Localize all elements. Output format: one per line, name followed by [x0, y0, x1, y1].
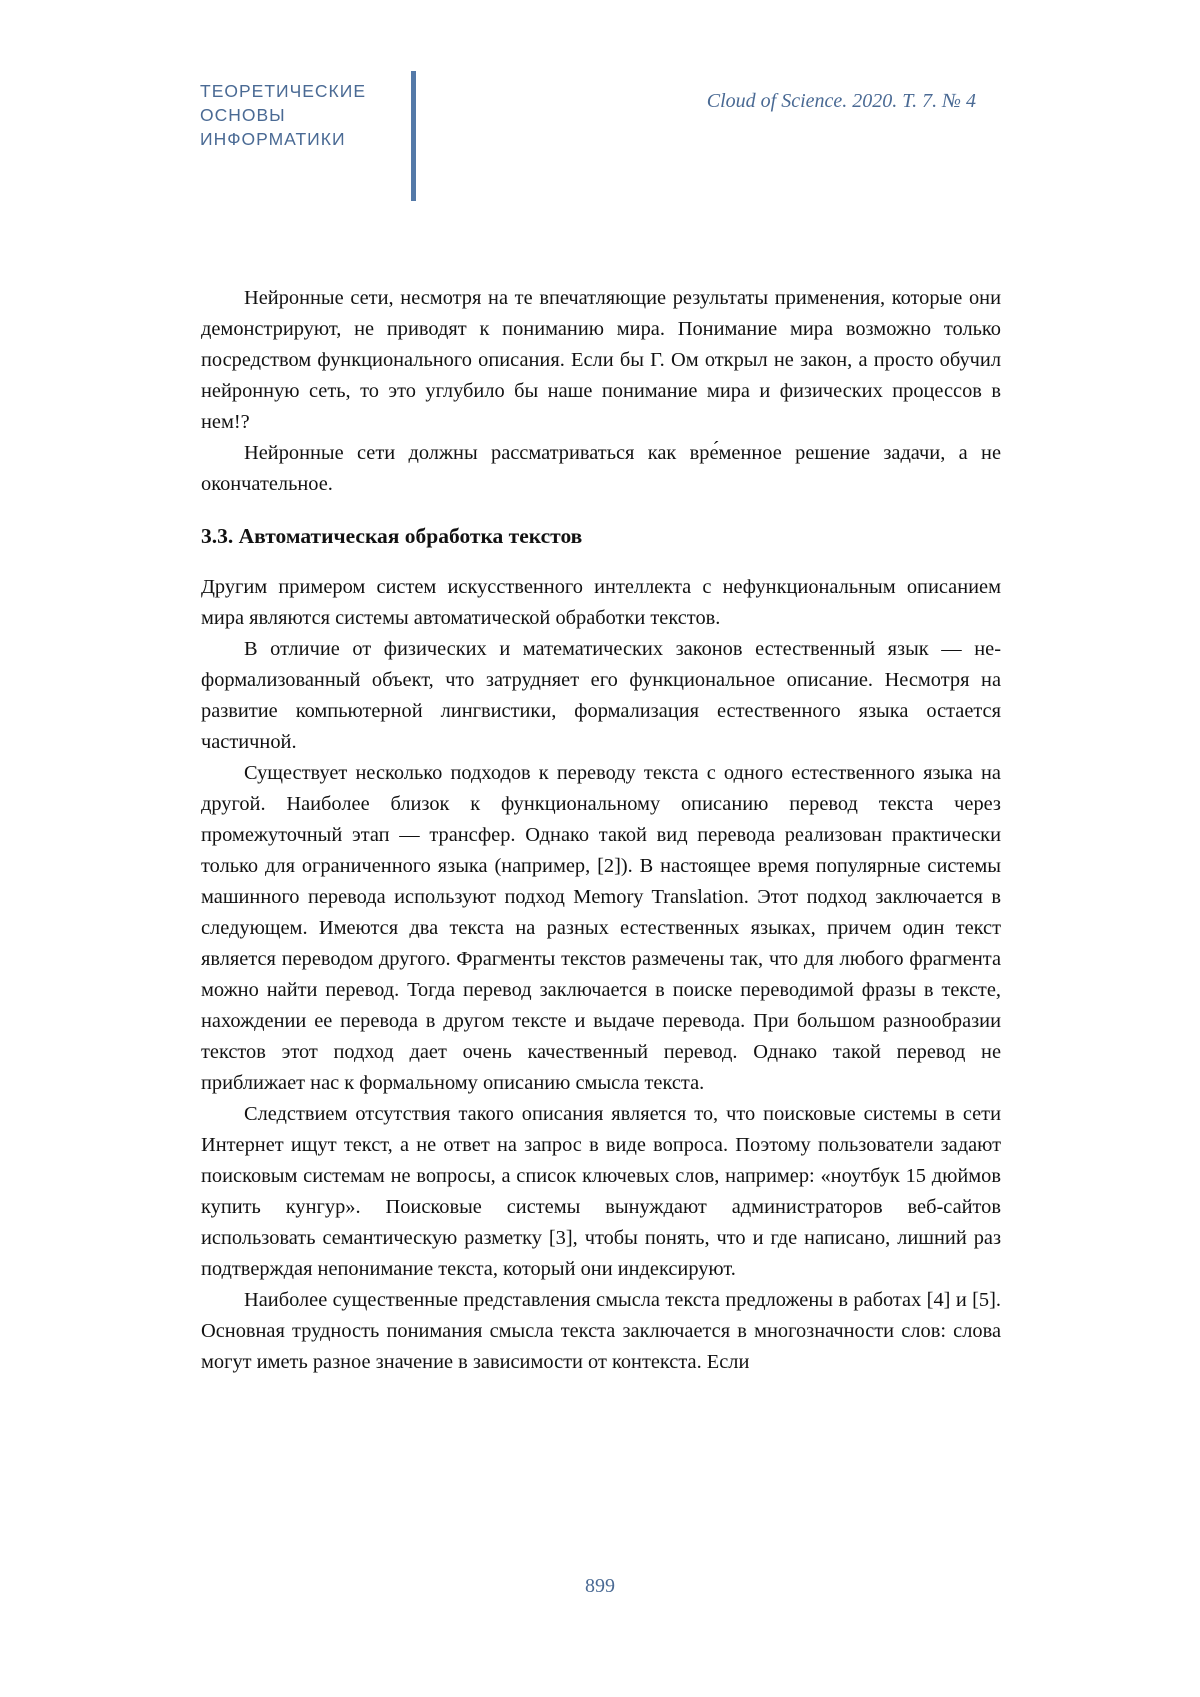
body-paragraph: Следствием отсутствия такого описания является то, что поисковые системы в сети Интернет ищут текст, а не ответ на запрос в виде вопроса. Поэтому пользова­тели задают поисковым системам не вопросы, а список ключевых слов, например: «ноутбук 15 дюймов купить кунгур». Поисковые системы вынуждают администра­торов веб-сайтов использовать семантическую разметку [3], чтобы понять, что и где написано, лишний раз подтверждая непонимание текста, который они индекси­руют.	[201, 1099, 1001, 1285]
running-head-line: ОСНОВЫ	[200, 103, 366, 127]
body-paragraph: Другим примером систем искусственного интеллекта с нефункциональным описа­нием мира являются системы автоматической обработки текстов.	[201, 572, 1001, 634]
running-head-line: ТЕОРЕТИЧЕСКИЕ	[200, 79, 366, 103]
section-heading: 3.3. Автоматическая обработка текстов	[201, 521, 1001, 552]
journal-reference: Cloud of Science. 2020. Т. 7. № 4	[707, 90, 976, 113]
body-paragraph: Нейронные сети, несмотря на те впечатляющие результаты применения, кото­рые они демонстрируют, не приводят к пониманию мира. Понимание мира воз­можно только посредством функционального описания. Если бы Г. Ом открыл не закон, а просто обучил нейронную сеть, то это углубило бы наше понимание мира и физических процессов в нем!?	[201, 283, 1001, 438]
body-paragraph: Существует несколько подходов к переводу текста с одного естественного языка на другой. Наиболее близок к функциональному описанию перевод текста через промежуточный этап — трансфер. Однако такой вид перевода реализован практически только для ограниченного языка (например, [2]). В настоящее время популярные системы машинного перевода используют подход Memory Translation. Этот подход заключается в следующем. Имеются два текста на разных естествен­ных языках, причем один текст является переводом другого. Фрагменты текстов размечены так, что для любого фрагмента можно найти перевод. Тогда перевод за­ключается в поиске переводимой фразы в тексте, нахождении ее перевода в другом тексте и выдаче перевода. При большом разнообразии текстов этот подход дает очень качественный перевод. Однако такой перевод не приближает нас к формаль­ному описанию смысла текста.	[201, 758, 1001, 1099]
body-paragraph: В отличие от физических и математических законов естественный язык — не­формализованный объект, что затрудняет его функциональное описание. Несмотря на развитие компьютерной лингвистики, формализация естественного языка оста­ется частичной.	[201, 634, 1001, 758]
body-paragraph: Нейронные сети должны рассматриваться как вре́менное решение задачи, а не окончательное.	[201, 438, 1001, 500]
running-head-line: ИНФОРМАТИКИ	[200, 127, 366, 151]
running-head-section	[200, 79, 366, 151]
body-paragraph: Наиболее существенные представления смысла текста предложены в работах [4] и [5]. Основная трудность понимания смысла текста заключается в многознач­ности слов: слова могут иметь разное значение в зависимости от контекста. Если	[201, 1285, 1001, 1378]
article-body	[201, 283, 1001, 1378]
header-divider	[411, 71, 416, 201]
page-number: 899	[0, 1575, 1200, 1598]
